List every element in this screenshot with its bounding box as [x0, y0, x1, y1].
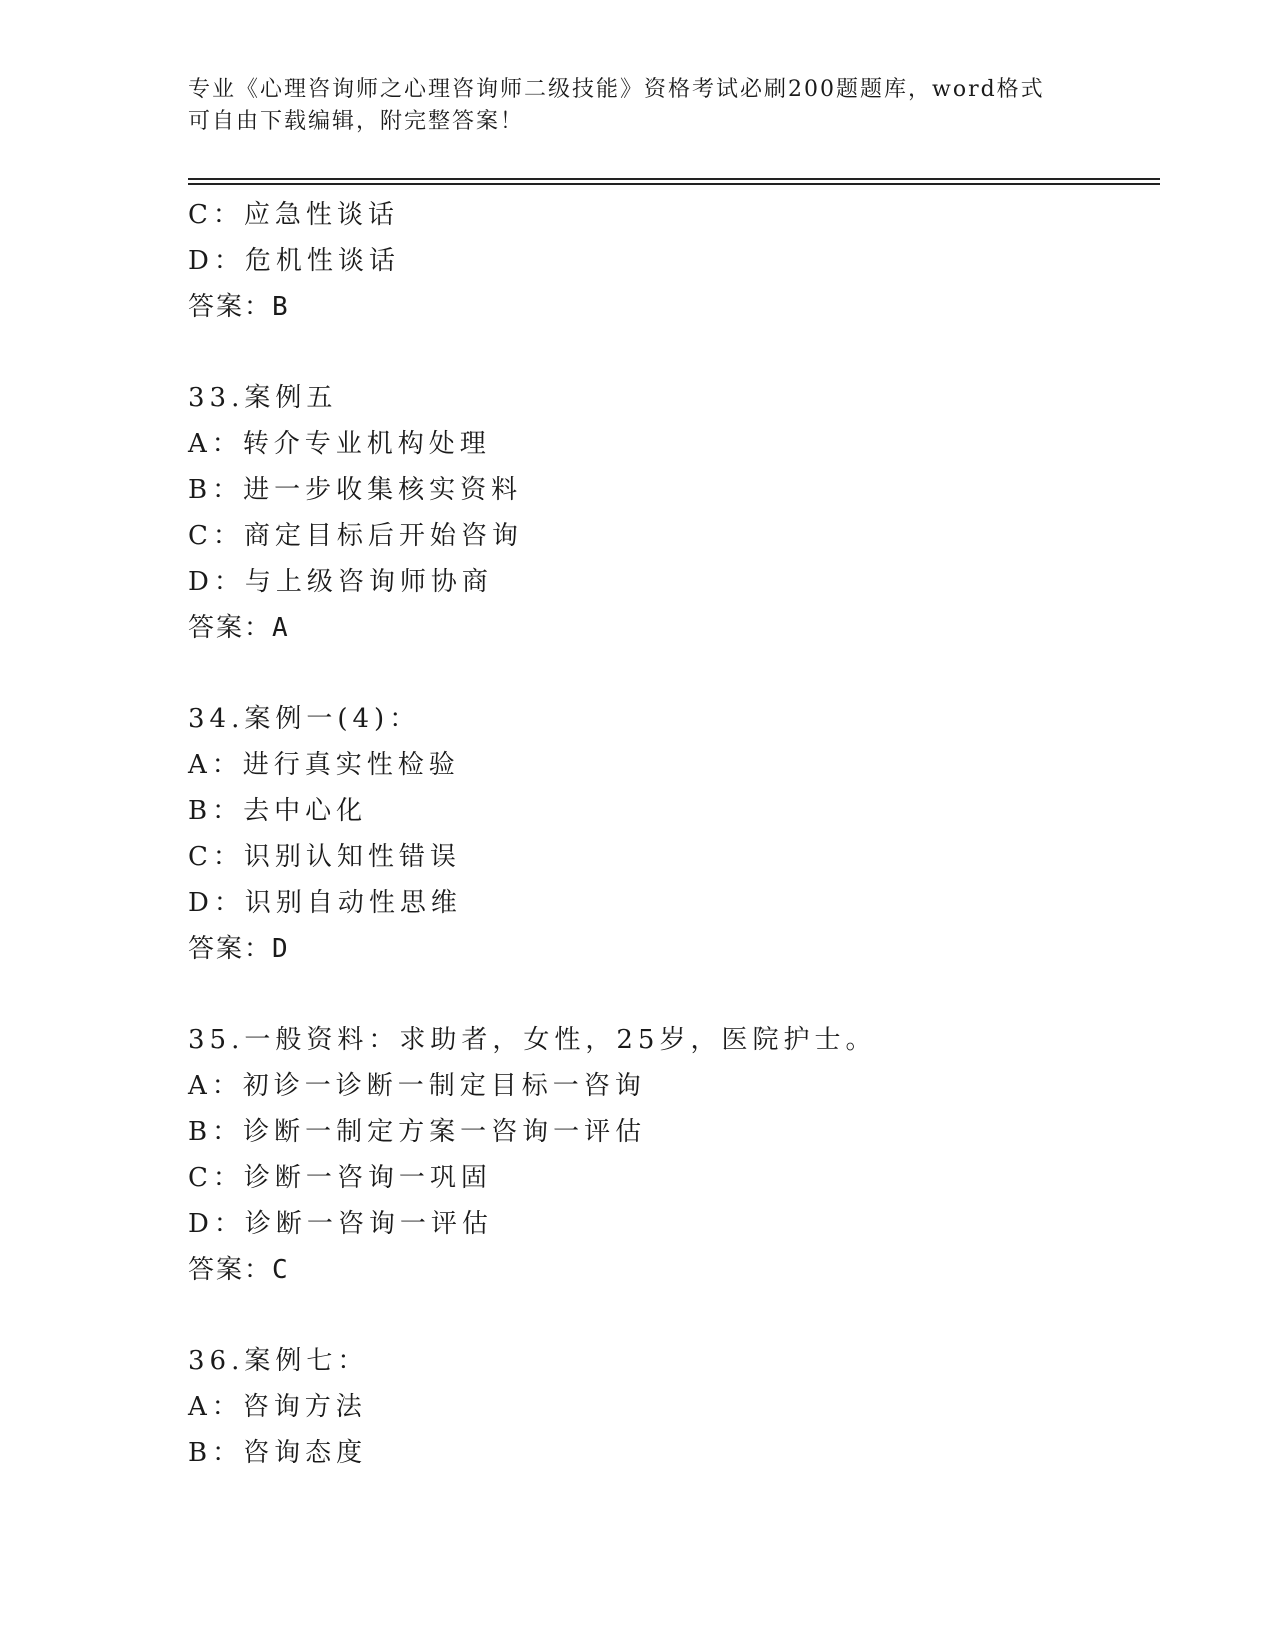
option-key: C：	[188, 200, 244, 230]
option-line	[188, 880, 1148, 926]
option-key: C：	[188, 842, 244, 872]
question-text: 案例七：	[244, 1346, 369, 1376]
option-key: A：	[188, 1071, 243, 1101]
option-line	[188, 1201, 1148, 1247]
question-stem	[188, 375, 1148, 421]
answer-label: 答案：	[188, 1255, 273, 1285]
option-text: 应急性谈话	[243, 200, 399, 230]
option-text: 咨询态度	[243, 1438, 368, 1468]
question-text: 案例五	[244, 383, 338, 413]
option-key: D：	[188, 888, 245, 918]
header-line-2: 可自由下载编辑，附完整答案！	[188, 109, 525, 134]
option-text: 咨询方法	[242, 1392, 367, 1422]
option-line	[188, 1063, 1148, 1109]
option-line	[188, 1384, 1148, 1430]
option-text: 危机性谈话	[244, 246, 400, 276]
option-line	[188, 1430, 1148, 1476]
answer-line	[188, 926, 1148, 972]
question-text: 案例一(4)：	[244, 704, 421, 734]
option-key: B：	[188, 475, 244, 505]
option-line	[188, 559, 1148, 605]
question-number: 36.	[188, 1346, 245, 1376]
option-key: D：	[188, 1209, 245, 1239]
option-key: A：	[188, 429, 243, 459]
option-line	[188, 421, 1148, 467]
answer-line	[188, 284, 1148, 330]
option-line	[188, 834, 1148, 880]
option-key: D：	[188, 246, 245, 276]
option-text: 诊断一制定方案一咨询一评估	[243, 1117, 647, 1147]
option-line	[188, 788, 1148, 834]
option-text: 进行真实性检验	[242, 750, 460, 780]
option-key: B：	[188, 796, 244, 826]
option-text: 去中心化	[243, 796, 368, 826]
question-stem	[188, 1338, 1148, 1384]
option-text: 诊断一咨询一巩固	[243, 1163, 492, 1193]
option-line	[188, 467, 1148, 513]
option-line	[188, 192, 1148, 238]
question-stem	[188, 696, 1148, 742]
header-divider-top	[188, 178, 1160, 180]
question-spacer	[188, 651, 1148, 696]
answer-value: C	[272, 1255, 290, 1285]
question-number: 34.	[188, 704, 245, 734]
option-text: 初诊一诊断一制定目标一咨询	[242, 1071, 646, 1101]
header-line-1: 专业《心理咨询师之心理咨询师二级技能》资格考试必刷200题题库，word格式	[188, 77, 1045, 102]
option-text: 转介专业机构处理	[242, 429, 491, 459]
question-stem	[188, 1017, 1148, 1063]
header-divider-bottom	[188, 183, 1160, 185]
option-key: B：	[188, 1438, 244, 1468]
question-spacer	[188, 1293, 1148, 1338]
option-key: C：	[188, 1163, 244, 1193]
option-key: D：	[188, 567, 245, 597]
option-line	[188, 1109, 1148, 1155]
option-text: 与上级咨询师协商	[244, 567, 493, 597]
option-line	[188, 1155, 1148, 1201]
option-key: C：	[188, 521, 244, 551]
question-spacer	[188, 330, 1148, 375]
option-text: 识别认知性错误	[243, 842, 461, 872]
option-text: 进一步收集核实资料	[243, 475, 523, 505]
answer-line	[188, 1247, 1148, 1293]
option-line	[188, 513, 1148, 559]
answer-label: 答案：	[188, 934, 273, 964]
answer-line	[188, 605, 1148, 651]
answer-value: B	[272, 292, 290, 322]
option-key: B：	[188, 1117, 244, 1147]
document-header	[188, 74, 1088, 138]
question-text: 一般资料：求助者，女性，25岁，医院护士。	[244, 1025, 877, 1055]
answer-value: A	[272, 613, 290, 643]
option-text: 商定目标后开始咨询	[243, 521, 523, 551]
option-line	[188, 238, 1148, 284]
answer-label: 答案：	[188, 292, 273, 322]
question-number: 33.	[188, 383, 245, 413]
option-text: 诊断一咨询一评估	[244, 1209, 493, 1239]
question-list	[188, 192, 1148, 1476]
option-key: A：	[188, 750, 243, 780]
option-line	[188, 742, 1148, 788]
answer-label: 答案：	[188, 613, 273, 643]
option-key: A：	[188, 1392, 243, 1422]
answer-value: D	[272, 934, 290, 964]
option-text: 识别自动性思维	[244, 888, 462, 918]
question-number: 35.	[188, 1025, 245, 1055]
question-spacer	[188, 972, 1148, 1017]
